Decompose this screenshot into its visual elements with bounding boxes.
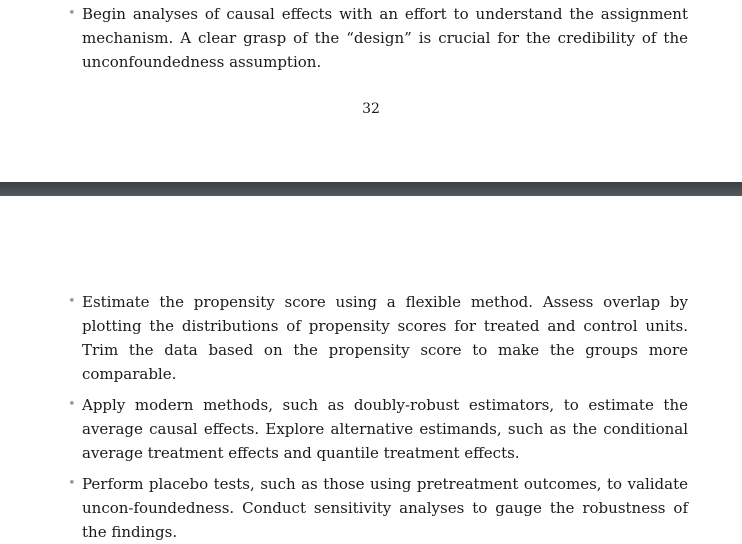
bullet-list [0,290,742,544]
bullet-text: Perform placebo tests, such as those using pretreatment outcomes, to validate uncon-foundedness. Conduct sensitivity analyses to gauge the robustness of the findings. [82,475,688,541]
bullet-dot-icon: • [68,476,76,491]
bullet-item [0,393,742,465]
bullet-item [0,472,742,544]
bullet-text: Estimate the propensity score using a flexible method. Assess overlap by plotting the distributions of propensity scores for treated and control units. Trim the data based on the propensity score to make the groups more comparable. [82,293,688,383]
bullet-text: Apply modern methods, such as doubly-robust estimators, to estimate the average causal effects. Explore alternative estimands, such as the conditional average treatment effects and quantile treatment effects. [82,396,688,462]
page-number: 32 [362,101,380,117]
bullet-item [0,290,742,386]
bullet-dot-icon: • [68,6,76,21]
page-separator [0,182,742,196]
bullet-text: Begin analyses of causal effects with an effort to understand the assignment mechanism. A clear grasp of the “design” is crucial for the credibility of the unconfoundedness assumption. [82,5,688,71]
page-33 [0,196,742,541]
bullet-dot-icon: • [68,397,76,412]
bullet-item [0,2,742,74]
bullet-list [0,2,742,74]
page-32 [0,0,742,182]
bullet-dot-icon: • [68,294,76,309]
